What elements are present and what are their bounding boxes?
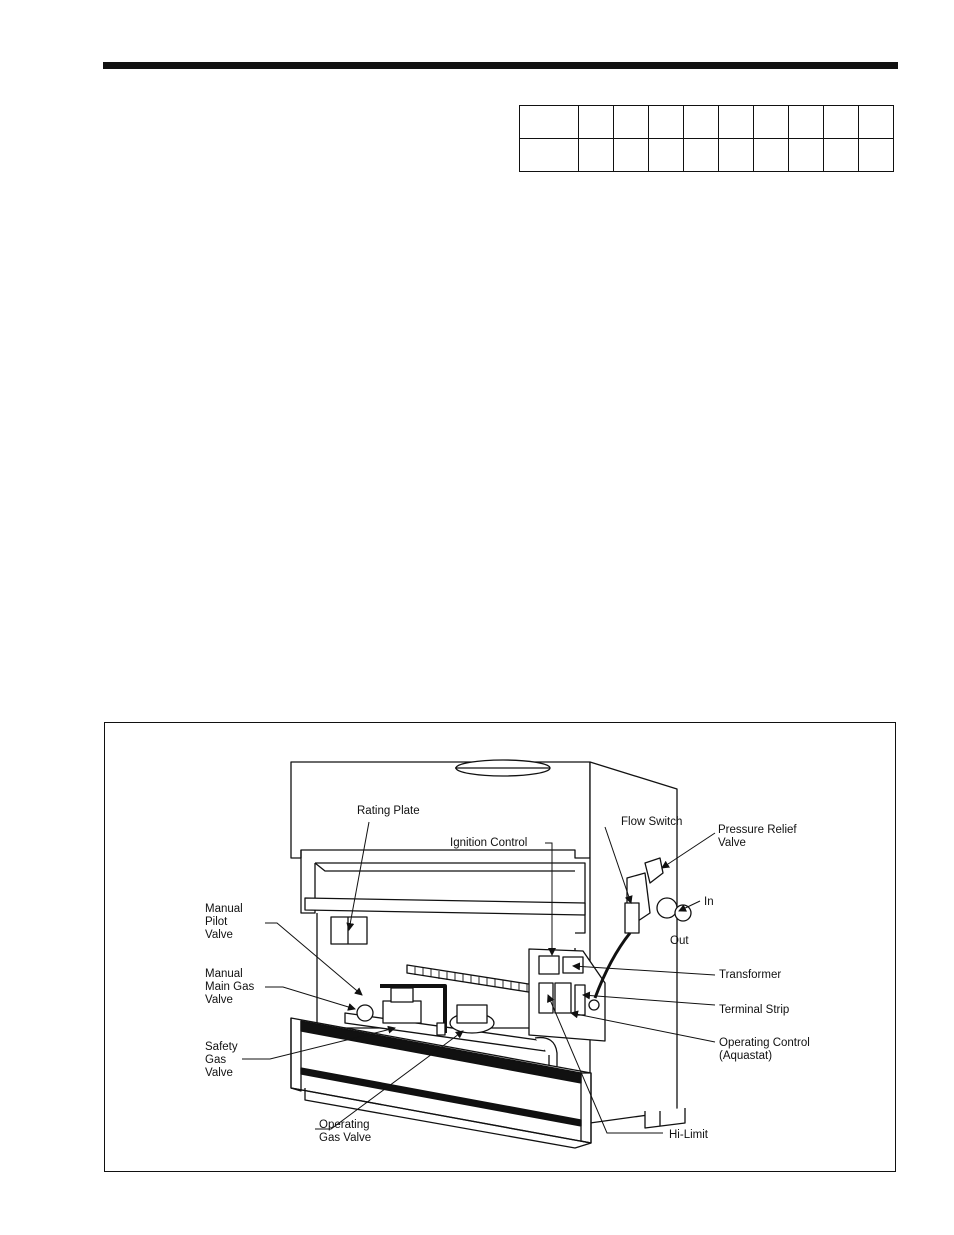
table-row	[520, 106, 894, 139]
table-cell	[824, 139, 859, 172]
table-cell	[719, 139, 754, 172]
label-manual-pilot-valve: Manual Pilot Valve	[205, 903, 243, 941]
label-operating-gas-valve: Operating Gas Valve	[319, 1119, 372, 1144]
table-cell	[614, 106, 649, 139]
table-cell	[649, 139, 684, 172]
label-hi-limit: Hi-Limit	[669, 1129, 708, 1141]
table-cell	[754, 106, 789, 139]
table-cell	[520, 139, 579, 172]
label-safety-gas-valve: Safety Gas Valve	[205, 1041, 238, 1079]
table-cell	[719, 106, 754, 139]
label-rating-plate: Rating Plate	[357, 805, 420, 817]
table-cell	[614, 139, 649, 172]
label-operating-control: Operating Control (Aquastat)	[719, 1037, 810, 1062]
label-manual-main-gas-valve: Manual Main Gas Valve	[205, 968, 255, 1006]
table-cell	[859, 106, 894, 139]
label-flow-switch: Flow Switch	[621, 816, 683, 828]
table-cell	[579, 139, 614, 172]
boiler-figure	[104, 722, 896, 1172]
table-cell	[824, 106, 859, 139]
table-cell	[520, 106, 579, 139]
table-row	[520, 139, 894, 172]
table-cell	[754, 139, 789, 172]
table-cell	[684, 139, 719, 172]
label-ignition-control: Ignition Control	[450, 837, 528, 849]
label-transformer: Transformer	[719, 969, 782, 981]
label-out: Out	[670, 935, 689, 947]
boiler-illustration	[105, 723, 897, 1173]
table-cell	[684, 106, 719, 139]
table-cell	[789, 139, 824, 172]
header-rule	[103, 62, 898, 69]
label-terminal-strip: Terminal Strip	[719, 1004, 790, 1016]
table-cell	[859, 139, 894, 172]
label-pressure-relief-valve: Pressure Relief Valve	[718, 824, 797, 849]
label-in: In	[704, 896, 714, 908]
table-cell	[789, 106, 824, 139]
table-cell	[579, 106, 614, 139]
table-cell	[649, 106, 684, 139]
spec-table	[519, 105, 894, 172]
